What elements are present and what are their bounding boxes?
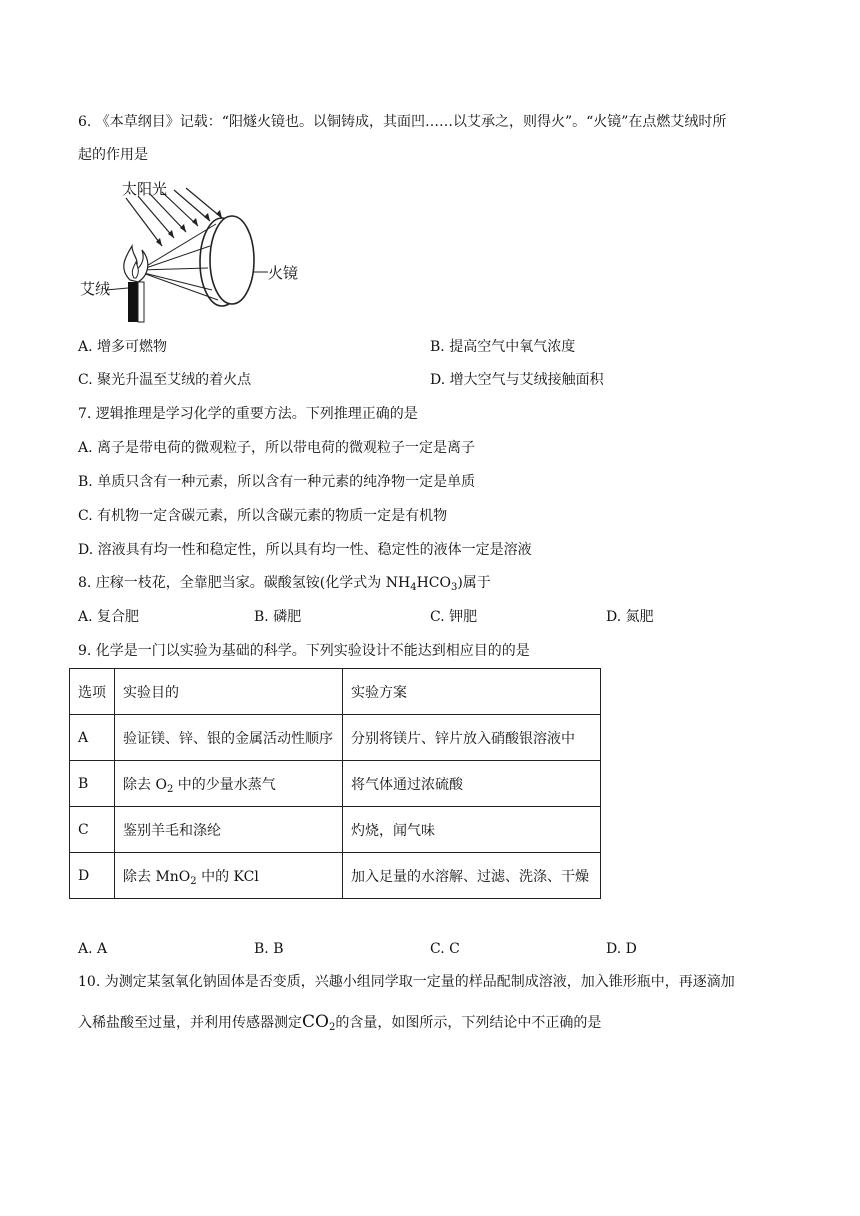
- row-plan: 灼烧，闻气味: [343, 807, 601, 853]
- header-purpose: 实验目的: [115, 669, 343, 715]
- row-plan: 将气体通过浓硫酸: [343, 761, 601, 807]
- q10-stem-line1: 10. 为测定某氢氧化钠固体是否变质，兴趣小组同学取一定量的样品配制成溶液，加入锥形瓶中，再逐滴加: [78, 974, 735, 990]
- q6-option-d[interactable]: D. 增大空气与艾绒接触面积: [430, 372, 604, 388]
- q8-option-b[interactable]: B. 磷肥: [254, 609, 302, 625]
- q9-stem: 9. 化学是一门以实验为基础的科学。下列实验设计不能达到相应目的的是: [78, 643, 530, 659]
- row-option: B: [70, 761, 115, 807]
- row-purpose: 验证镁、锌、银的金属活动性顺序: [115, 715, 343, 761]
- co2-formula: CO: [302, 1012, 329, 1032]
- table-row: [70, 807, 601, 853]
- row-option: C: [70, 807, 115, 853]
- q10-stem-line2: 入稀盐酸至过量，并利用传感器测定$CO_2$的含量，如图所示，下列结论中不正确的是: [78, 1012, 602, 1033]
- lens-label: 火镜: [268, 264, 299, 282]
- q6-option-c[interactable]: C. 聚光升温至艾绒的着火点: [78, 372, 252, 388]
- row-plan: 加入足量的水溶解、过滤、洗涤、干燥: [343, 853, 601, 899]
- table-row: [70, 761, 601, 807]
- table-header-row: [70, 669, 601, 715]
- q7-stem: 7. 逻辑推理是学习化学的重要方法。下列推理正确的是: [78, 406, 418, 422]
- header-plan: 实验方案: [343, 669, 601, 715]
- header-option: 选项: [70, 669, 115, 715]
- q7-option-b[interactable]: B. 单质只含有一种元素，所以含有一种元素的纯净物一定是单质: [78, 474, 476, 490]
- q6-option-b[interactable]: B. 提高空气中氧气浓度: [430, 339, 576, 355]
- row-option: D: [70, 853, 115, 899]
- table-row: [70, 853, 601, 899]
- q8-option-c[interactable]: C. 钾肥: [430, 609, 478, 625]
- q7-option-c[interactable]: C. 有机物一定含碳元素，所以含碳元素的物质一定是有机物: [78, 508, 448, 524]
- moxa-label: 艾绒: [80, 280, 111, 298]
- q8-option-a[interactable]: A. 复合肥: [78, 609, 140, 625]
- row-purpose: 除去 MnO$_2$ 中的 KCl: [115, 853, 343, 899]
- q6-option-a[interactable]: A. 增多可燃物: [78, 339, 168, 355]
- burning-mirror-diagram: [74, 176, 304, 326]
- sun-label: 太阳光: [122, 180, 168, 198]
- row-plan: 分别将镁片、锌片放入硝酸银溶液中: [343, 715, 601, 761]
- row-purpose: 除去 $O_2$ 中的少量水蒸气: [115, 761, 343, 807]
- q9-option-a[interactable]: A. A: [78, 941, 108, 957]
- q9-option-d[interactable]: D. D: [606, 941, 637, 957]
- q7-option-a[interactable]: A. 离子是带电荷的微观粒子，所以带电荷的微观粒子一定是离子: [78, 440, 476, 456]
- row-purpose: 鉴别羊毛和涤纶: [115, 807, 343, 853]
- q7-option-d[interactable]: D. 溶液具有均一性和稳定性，所以具有均一性、稳定性的液体一定是溶液: [78, 542, 532, 558]
- q6-stem-line1: 6. 《本草纲目》记载：“阳燧火镜也。以铜铸成，其面凹……以艾承之，则得火”。“火镜”在点燃艾绒时所: [78, 114, 727, 130]
- q6-stem-line2: 起的作用是: [78, 147, 148, 163]
- q8-stem: 8. 庄稼一枝花，全靠肥当家。碳酸氢铵(化学式为 $NH_4HCO_3$)属于: [78, 575, 491, 593]
- q9-experiment-table: [69, 668, 601, 899]
- q9-option-c[interactable]: C. C: [430, 941, 460, 957]
- row-option: A: [70, 715, 115, 761]
- table-row: [70, 715, 601, 761]
- q8-option-d[interactable]: D. 氮肥: [606, 609, 654, 625]
- q9-option-b[interactable]: B. B: [254, 941, 284, 957]
